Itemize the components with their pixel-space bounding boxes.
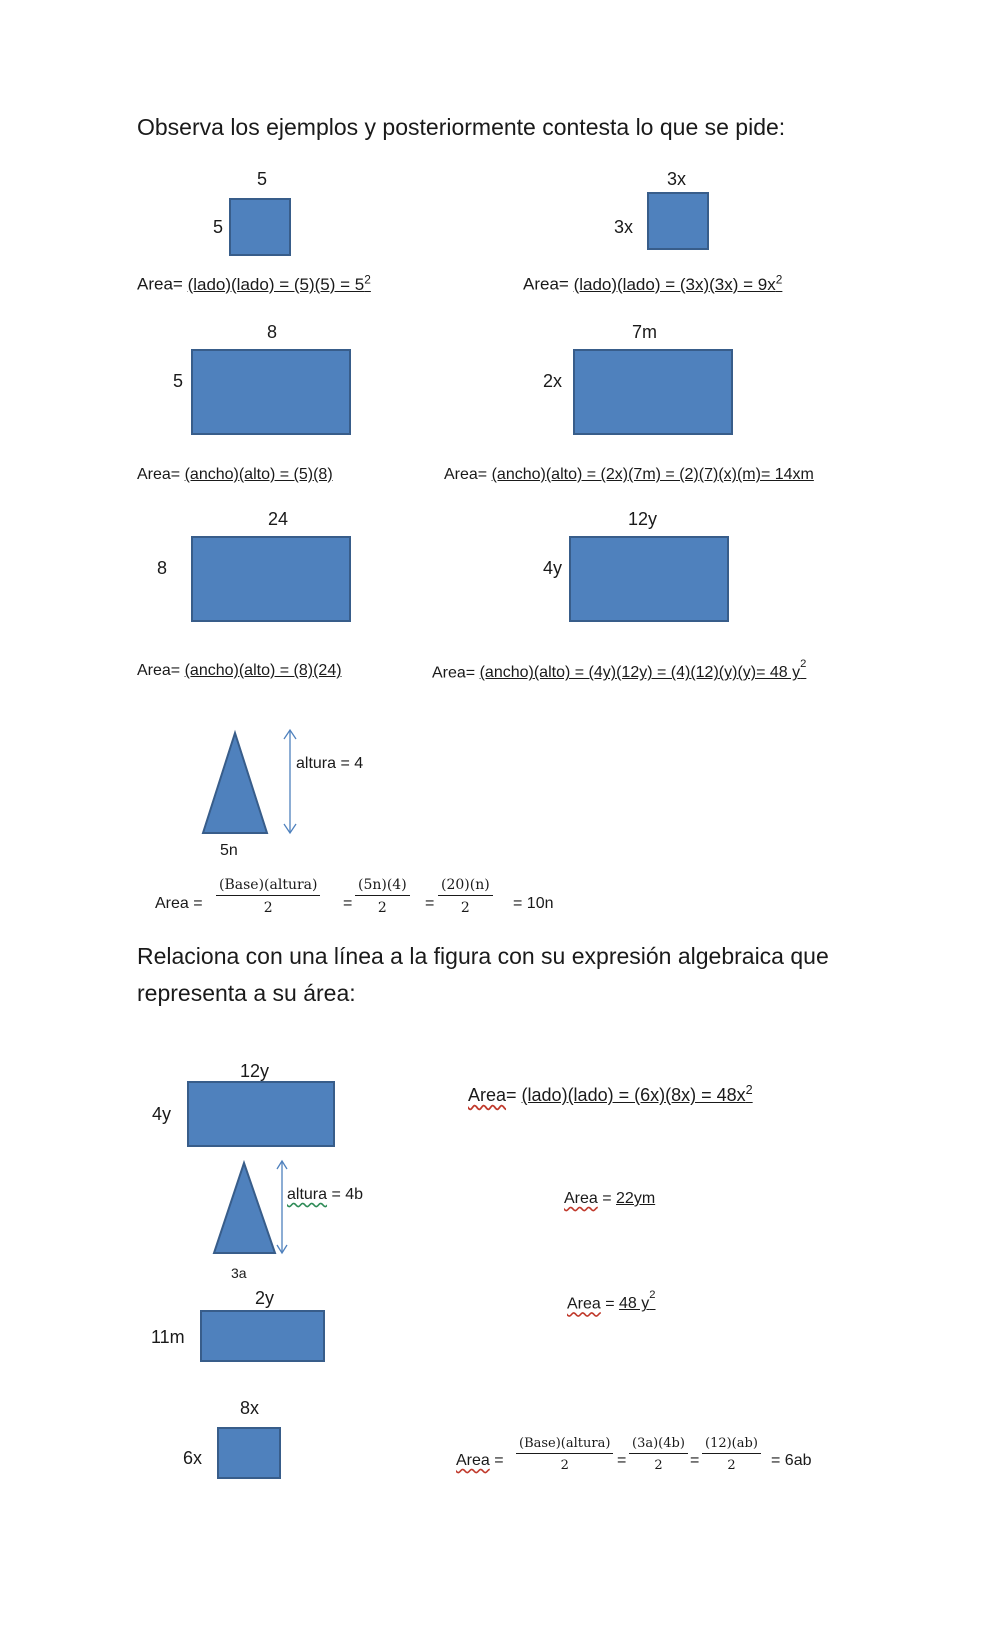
ex1-top-label: 5 bbox=[257, 169, 268, 189]
tri1-base-label: 5n bbox=[220, 842, 238, 859]
option-4-result: = 6ab bbox=[771, 1452, 812, 1469]
ex5-rectangle bbox=[191, 536, 351, 622]
fig1-side-label: 4y bbox=[152, 1104, 172, 1124]
fig1-top-label: 12y bbox=[240, 1061, 270, 1081]
ex3-top-label: 8 bbox=[267, 322, 278, 342]
tri1-equals-2: = bbox=[425, 895, 435, 912]
ex3-rectangle bbox=[191, 349, 351, 435]
option-4[interactable] bbox=[456, 1436, 841, 1494]
option-4-fraction-2: $\frac{(3a)(4b)}{2}$ bbox=[629, 1436, 688, 1473]
option-4-equals-2: = bbox=[690, 1452, 700, 1469]
task-heading-line1: Relaciona con una línea a la figura con su expresión algebraica que bbox=[137, 943, 829, 969]
ex6-formula: Area= (ancho)(alto) = (4y)(12y) = (4)(12)(y)(y)= 48 $y^2$ bbox=[432, 658, 807, 682]
tri1-fraction-2: $\frac{(5n)(4)}{2}$ bbox=[355, 877, 410, 916]
tri1-figure bbox=[195, 725, 315, 840]
ex2-formula: Area= (lado)(lado) = $(3x)(3x) = 9x^2$ bbox=[523, 272, 783, 294]
option-4-fraction-3: $\frac{(12)(ab)}{2}$ bbox=[702, 1436, 761, 1473]
fig4-top-label: 8x bbox=[240, 1398, 260, 1418]
tri1-height-label: altura = 4 bbox=[296, 755, 364, 772]
fig1-rectangle[interactable] bbox=[187, 1081, 335, 1147]
ex6-top-label: 12y bbox=[628, 509, 658, 529]
intro-heading: Observa los ejemplos y posteriormente contesta lo que se pide: bbox=[137, 114, 786, 140]
ex2-side-label: 3x bbox=[614, 217, 634, 237]
option-2[interactable]: Area = 22ym bbox=[564, 1190, 656, 1207]
ex4-rectangle bbox=[573, 349, 733, 435]
ex5-formula: Area= (ancho)(alto) = (8)(24) bbox=[137, 662, 342, 679]
ex1-square bbox=[229, 198, 291, 256]
option-4-equals-1: = bbox=[617, 1452, 627, 1469]
ex3-formula: Area= (ancho)(alto) = (5)(8) bbox=[137, 466, 333, 483]
fig4-side-label: 6x bbox=[183, 1448, 203, 1468]
ex6-rectangle bbox=[569, 536, 729, 622]
fig2-base-label: 3a bbox=[231, 1265, 247, 1281]
ex3-side-label: 5 bbox=[173, 371, 184, 391]
tri1-equals-1: = bbox=[343, 895, 353, 912]
tri1-fraction-1: (Base)(altura) 2 bbox=[216, 877, 320, 916]
ex5-top-label: 24 bbox=[268, 509, 289, 529]
tri1-triangle bbox=[203, 733, 267, 833]
ex1-formula: Area= (lado)(lado) = $(5)(5) = 5^2$ bbox=[137, 272, 371, 294]
fig2-triangle[interactable] bbox=[214, 1163, 275, 1253]
option-1[interactable]: Area= (lado)(lado) = $(6x)(8x) = 48x^2$ bbox=[468, 1083, 753, 1105]
ex4-formula: Area= (ancho)(alto) = (2x)(7m) = (2)(7)(x)(m)= 14xm bbox=[444, 466, 814, 483]
fig3-side-label: 11m bbox=[151, 1327, 185, 1347]
ex4-top-label: 7m bbox=[632, 322, 658, 342]
ex2-top-label: 3x bbox=[667, 169, 687, 189]
ex6-side-label: 4y bbox=[543, 558, 563, 578]
fig3-rectangle[interactable] bbox=[200, 1310, 325, 1362]
tri1-area-label: Area = bbox=[155, 895, 203, 912]
tri1-fraction-3: $\frac{(20)(n)}{2}$ bbox=[438, 877, 493, 916]
option-3[interactable]: Area = 48 $y^2$ bbox=[567, 1289, 656, 1313]
ex2-square bbox=[647, 192, 709, 250]
fig2-height-label: altura = 4b bbox=[287, 1186, 364, 1203]
fig3-top-label: 2y bbox=[255, 1288, 275, 1308]
task-heading-line2: representa a su área: bbox=[137, 980, 356, 1006]
option-4-label: Area = bbox=[456, 1452, 504, 1469]
ex5-side-label: 8 bbox=[157, 558, 168, 578]
option-4-fraction-1: (Base)(altura) 2 bbox=[516, 1436, 613, 1473]
fig4-square[interactable] bbox=[217, 1427, 281, 1479]
ex4-side-label: 2x bbox=[543, 371, 563, 391]
ex1-side-label: 5 bbox=[213, 217, 224, 237]
tri1-result: = 10n bbox=[513, 895, 554, 912]
fig2-figure bbox=[210, 1158, 310, 1258]
